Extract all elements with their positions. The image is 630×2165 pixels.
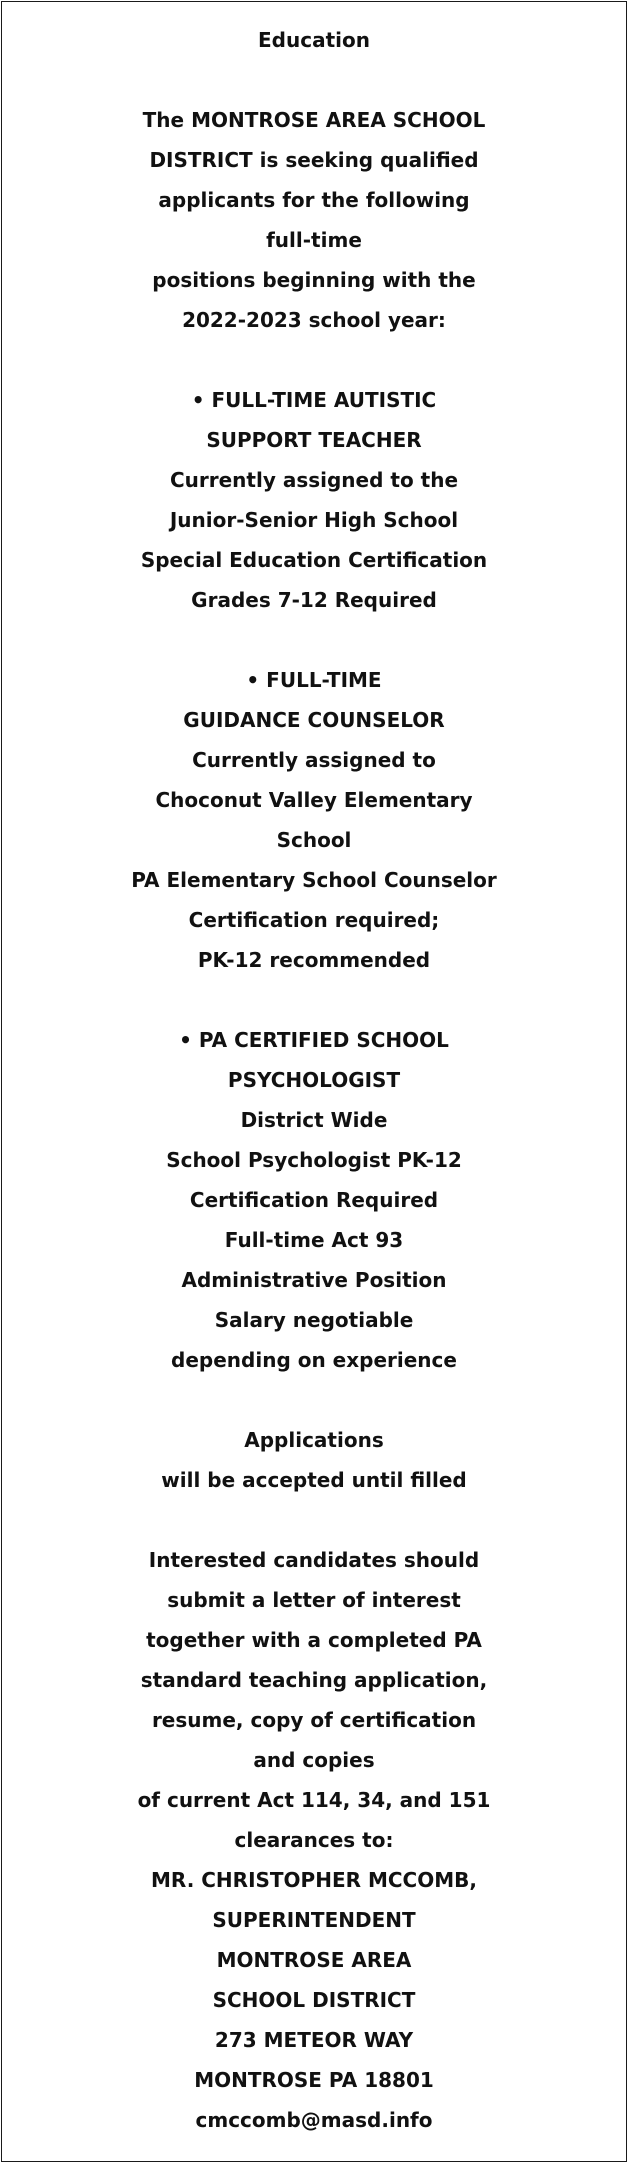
ad-text-line: applicants for the following xyxy=(158,188,470,212)
ad-text-line: MR. CHRISTOPHER MCCOMB, xyxy=(151,1868,477,1892)
line-spacer xyxy=(2,1380,626,1420)
ad-text-line: School xyxy=(276,828,352,852)
ad-text-line: Certification required; xyxy=(188,908,440,932)
ad-text-line: and copies xyxy=(253,1748,375,1772)
ad-text-line: Special Education Certification xyxy=(140,548,488,572)
ad-text-line: together with a completed PA xyxy=(146,1628,482,1652)
ad-text-line: PSYCHOLOGIST xyxy=(227,1068,401,1092)
ad-text-line: The MONTROSE AREA SCHOOL xyxy=(142,108,486,132)
ad-text-line: SCHOOL DISTRICT xyxy=(212,1988,416,2012)
ad-text-line: Currently assigned to xyxy=(192,748,436,772)
ad-text-line: District Wide xyxy=(240,1108,388,1132)
ad-text-line: Administrative Position xyxy=(181,1268,447,1292)
ad-text-line: DISTRICT is seeking qualified xyxy=(149,148,479,172)
ad-text-line: PA Elementary School Counselor xyxy=(131,868,497,892)
ad-text-line: MONTROSE PA 18801 xyxy=(194,2068,434,2092)
ad-text-line: depending on experience xyxy=(171,1348,457,1372)
ad-text-line: GUIDANCE COUNSELOR xyxy=(183,708,445,732)
ad-text-line: standard teaching application, xyxy=(140,1668,488,1692)
ad-text-line: Salary negotiable xyxy=(214,1308,414,1332)
line-spacer xyxy=(2,620,626,660)
ad-text-line: Full-time Act 93 xyxy=(224,1228,404,1252)
ad-text-line: Junior-Senior High School xyxy=(169,508,459,532)
ad-text-line: MONTROSE AREA xyxy=(216,1948,412,1972)
ad-text-line: of current Act 114, 34, and 151 xyxy=(137,1788,491,1812)
ad-text-line: clearances to: xyxy=(234,1828,394,1852)
ad-text-line: SUPPORT TEACHER xyxy=(206,428,422,452)
line-spacer xyxy=(2,1500,626,1540)
ad-text-line: Grades 7-12 Required xyxy=(191,588,437,612)
contact-email: cmccomb@masd.info xyxy=(195,2108,433,2132)
ad-text-line: PK-12 recommended xyxy=(197,948,431,972)
section-heading: Education xyxy=(258,28,370,52)
ad-text-line: SUPERINTENDENT xyxy=(212,1908,416,1932)
ad-text-line: resume, copy of certification xyxy=(151,1708,477,1732)
ad-text-line: Interested candidates should xyxy=(148,1548,480,1572)
ad-text-line: positions beginning with the xyxy=(152,268,476,292)
ad-text-line: 2022-2023 school year: xyxy=(182,308,446,332)
ad-text-line: full-time xyxy=(266,228,362,252)
ad-text-line: Certification Required xyxy=(189,1188,439,1212)
ad-text-line: • FULL-TIME AUTISTIC xyxy=(191,388,437,412)
job-ad-frame xyxy=(1,1,627,2162)
job-ad-text xyxy=(2,20,626,2140)
ad-text-line: Applications xyxy=(244,1428,384,1452)
ad-text-line: Choconut Valley Elementary xyxy=(155,788,473,812)
ad-text-line: School Psychologist PK-12 xyxy=(166,1148,462,1172)
ad-text-line: • PA CERTIFIED SCHOOL xyxy=(179,1028,449,1052)
line-spacer xyxy=(2,340,626,380)
ad-text-line: 273 METEOR WAY xyxy=(214,2028,414,2052)
ad-text-line: submit a letter of interest xyxy=(167,1588,461,1612)
ad-text-line: will be accepted until filled xyxy=(161,1468,467,1492)
line-spacer xyxy=(2,980,626,1020)
ad-text-line: Currently assigned to the xyxy=(169,468,459,492)
ad-text-line: • FULL-TIME xyxy=(246,668,382,692)
line-spacer xyxy=(2,60,626,100)
